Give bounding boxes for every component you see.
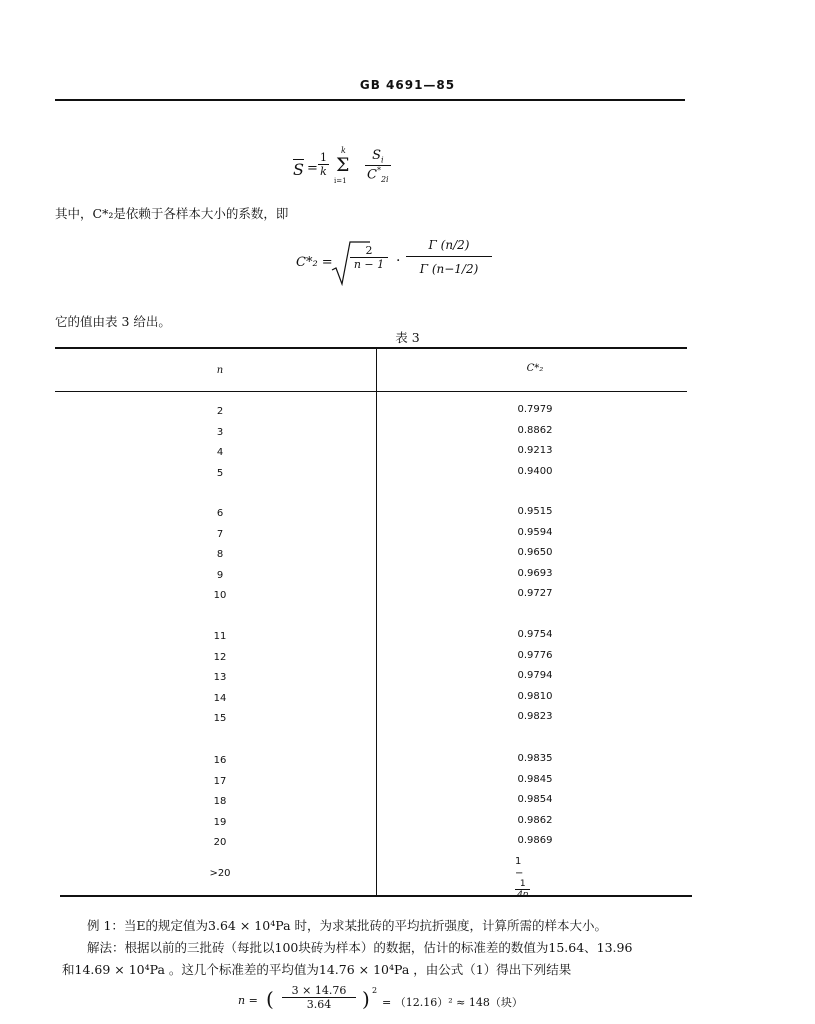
term-den-sup: * (376, 165, 381, 175)
example-formula-rhs: = （12.16）² ≈ 148（块） (382, 996, 523, 1009)
example-line-2: 解法：根据以前的三批砖（每批以100块砖为样本）的数据，估计的标准差的数值为15.64、13.96 (87, 940, 633, 955)
table-cell-n: 8 (216, 549, 224, 560)
root-fraction (350, 244, 388, 271)
table-cell-n: 17 (213, 775, 227, 787)
table-header-rule (55, 391, 687, 392)
sum-lower: i=1 (334, 177, 347, 185)
text-table-ref: 它的值由表 3 给出。 (55, 314, 171, 329)
table-cell-c2: 0.7979 (517, 404, 553, 415)
table-cell-n: 2 (216, 406, 224, 417)
table-top-rule (55, 347, 687, 349)
root-den: n − 1 (353, 258, 385, 271)
last-c-num: 1 (515, 879, 530, 890)
table-cell-c2: 0.9823 (517, 711, 553, 722)
table-cell-n: 9 (216, 569, 224, 581)
table-column-divider (376, 349, 377, 897)
table-cell-c2: 0.9693 (517, 567, 553, 579)
table-cell-n: 18 (213, 796, 227, 807)
term-num (365, 148, 391, 166)
table-cell-n: 20 (213, 837, 227, 848)
table-cell-c2: 0.9854 (517, 794, 553, 805)
table-cell-c2: 0.9594 (517, 526, 553, 538)
root-num: 2 (350, 244, 388, 258)
example-line-3: 和14.69 × 10⁴Pa 。这几个标准差的平均值为14.76 × 10⁴Pa ，由公式（1）得出下列结果 (62, 962, 572, 977)
table-cell-n: 6 (216, 508, 224, 519)
equals-sign: = (307, 161, 318, 176)
formula-mean-lhs: $\overline{S}$ (293, 160, 304, 179)
example-frac-den: 3.64 (306, 998, 332, 1011)
table-header-n: n (216, 365, 224, 376)
table-cell-c2: 0.9794 (517, 670, 553, 681)
term-fraction (365, 148, 391, 184)
term-den-sub: 2i (380, 174, 389, 184)
table-cell-n: 12 (213, 651, 227, 663)
table-cell-n: 3 (216, 426, 224, 438)
table-cell-c2: 0.9515 (517, 506, 553, 517)
gamma-den: Γ (n−1/2) (419, 262, 479, 276)
table-cell-n: 15 (213, 713, 227, 724)
table-cell-c2: 0.9845 (517, 773, 553, 785)
table-cell-n: 7 (216, 528, 224, 540)
table-cell-n: 16 (213, 755, 227, 766)
table-caption: 表 3 (395, 330, 420, 345)
table-cell-c2: 0.9810 (517, 690, 553, 702)
sum-upper: k (341, 146, 346, 155)
one-over-k (318, 151, 329, 178)
table-cell-c2: 0.9776 (517, 649, 553, 661)
frac-num: 1 (320, 151, 327, 164)
last-c-prefix: 1 − (515, 856, 524, 879)
table-cell-c2: 0.9754 (517, 629, 553, 640)
example-formula (238, 984, 558, 1020)
table-cell-c2: 0.9727 (517, 588, 553, 599)
table-header-c2: C*₂ (526, 363, 544, 374)
formula-c2 (296, 230, 506, 290)
squared-sup: 2 (372, 986, 378, 995)
sum-symbol: Σ (336, 154, 350, 176)
table-bottom-rule (60, 895, 692, 897)
multiply-dot: · (396, 253, 401, 269)
table-cell-n: 19 (213, 816, 227, 828)
table-cell-c2: 0.9650 (517, 547, 553, 558)
text-coefficient-intro: 其中，C*₂是依赖于各样本大小的系数，即 (55, 206, 289, 221)
right-paren: ) (362, 987, 370, 1011)
table-cell-c2: 0.9400 (517, 465, 553, 477)
frac-den: k (320, 165, 327, 178)
table-cell-c2 (515, 856, 530, 900)
header-rule (55, 99, 685, 101)
table-cell-n: 4 (216, 447, 224, 458)
table-cell-c2: 0.9213 (517, 445, 553, 456)
term-den (365, 166, 391, 184)
example-frac-num: 3 × 14.76 (282, 984, 356, 998)
gamma-fraction (406, 230, 492, 281)
term-den-letter: C (367, 166, 377, 182)
table-cell-n: 11 (213, 631, 227, 642)
example-fraction (282, 984, 356, 1011)
c2-lhs: C*₂ = (296, 255, 333, 270)
left-paren: ( (266, 987, 274, 1011)
table-cell-c2: 0.9862 (517, 814, 553, 826)
formula-mean-s (293, 146, 433, 192)
example-line-1: 例 1：当E的规定值为3.64 × 10⁴Pa 时，为求某批砖的平均抗折强度，计算所需的样本大小。 (87, 918, 607, 933)
table-cell-c2: 0.8862 (517, 424, 553, 436)
table-cell-c2: 0.9869 (517, 835, 553, 846)
table-cell-n: 5 (216, 467, 224, 479)
gamma-num: Γ (n/2) (406, 230, 492, 257)
example-formula-lhs: n = (238, 994, 258, 1007)
term-num-letter: S (372, 148, 381, 163)
table-cell-n: 13 (213, 672, 227, 683)
term-num-sub: i (380, 155, 384, 165)
table-cell-n: 14 (213, 692, 227, 704)
document-code: GB 4691—85 (359, 78, 456, 92)
table-cell-n: >20 (209, 868, 231, 879)
table-cell-n: 10 (213, 590, 227, 601)
table-cell-c2: 0.9835 (517, 753, 553, 764)
